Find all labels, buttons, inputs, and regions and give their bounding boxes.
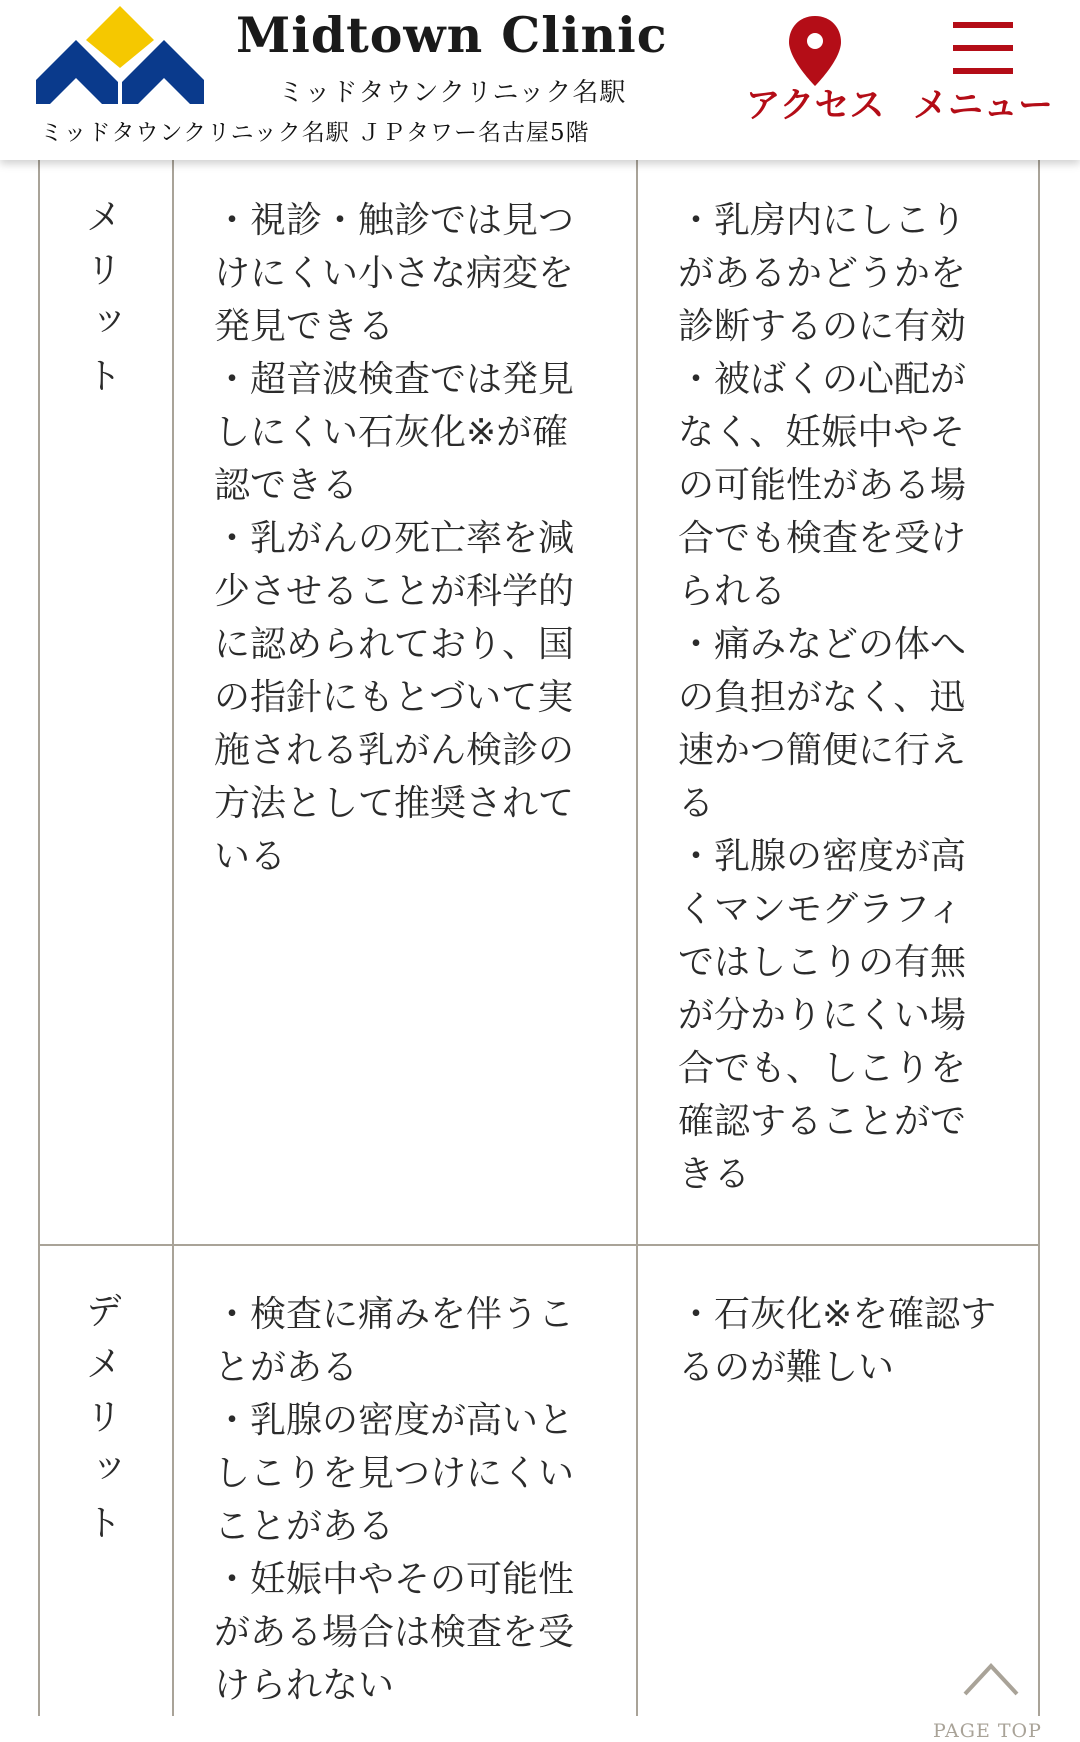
- comparison-table: [38, 150, 1040, 1716]
- access-label: アクセス: [745, 86, 885, 126]
- row-header-cell: [39, 151, 173, 1245]
- table-row-merit: [39, 151, 1039, 1245]
- table-cell: [173, 1245, 637, 1716]
- clinic-address: ミッドタウンクリニック名駅 ＪＰタワー名古屋5階: [40, 120, 590, 146]
- brand-kana: ミッドタウンクリニック名駅: [278, 78, 627, 108]
- mammography-merits-text: ・視診・触診では見つけにくい小さな病変を発見できる ・超音波検査では発見しにくい石灰化※が確認できる ・乳がんの死亡率を減少させることが科学的に認められており、国の指針にもとづいて実施される乳がん検診の方法として推奨されている: [214, 200, 575, 877]
- menu-label: メニュー: [912, 86, 1053, 126]
- hamburger-menu-icon: [953, 22, 1013, 74]
- clinic-logo-icon[interactable]: [36, 6, 204, 106]
- row-header-demerit: デメリット: [79, 1291, 122, 1556]
- map-pin-icon: [786, 14, 844, 88]
- table-cell: [173, 151, 637, 1245]
- brand-name[interactable]: Midtown Clinic: [236, 6, 668, 64]
- table-row-demerit: [39, 1245, 1039, 1716]
- table-cell: [637, 151, 1039, 1245]
- table-cell: [637, 1245, 1039, 1716]
- row-header-cell: [39, 1245, 173, 1716]
- menu-button[interactable]: [908, 0, 1058, 150]
- ultrasound-merits-text: ・乳房内にしこりがあるかどうかを診断するのに有効 ・被ばくの心配がなく、妊娠中やその可能性がある場合でも検査を受けられる ・痛みなどの体への負担がなく、迅速かつ簡便に行える ・乳腺の密度が高くマンモグラフィではしこりの有無が分かりにくい場合でも、しこりを確認することができる: [678, 200, 967, 1195]
- chevron-up-icon: [961, 1658, 1021, 1698]
- page-top-button[interactable]: [925, 1650, 1065, 1741]
- ultrasound-demerits-text: ・石灰化※を確認するのが難しい: [678, 1294, 997, 1388]
- row-header-merit: メリット: [79, 197, 122, 409]
- site-header: [0, 0, 1080, 160]
- page-top-label: PAGE TOP: [933, 1720, 1042, 1742]
- mammography-demerits-text: ・検査に痛みを伴うことがある ・乳腺の密度が高いとしこりを見つけにくいことがある ・妊娠中やその可能性がある場合は検査を受けられない: [214, 1294, 575, 1706]
- access-button[interactable]: [740, 0, 890, 150]
